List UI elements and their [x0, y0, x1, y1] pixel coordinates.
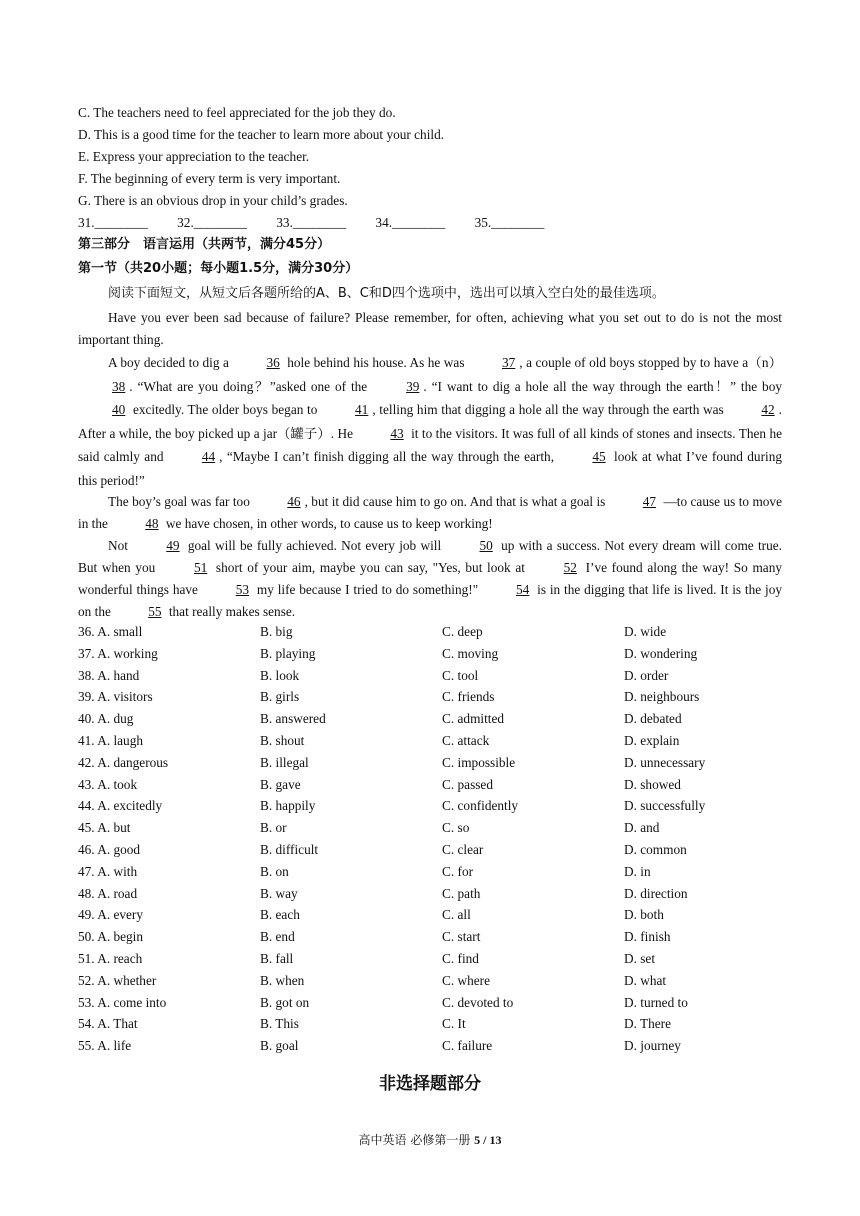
- option-row: [78, 645, 782, 667]
- option-choice: D. There: [624, 1016, 672, 1032]
- option-choice: 48. A. road: [78, 885, 138, 901]
- option-choice: B. end: [260, 929, 295, 945]
- option-row: [78, 623, 782, 645]
- option-row: [78, 1037, 782, 1059]
- option-row: [78, 1015, 782, 1037]
- option-choice: C. admitted: [442, 711, 505, 727]
- option-c: C. The teachers need to feel appreciated for the job they do.: [78, 105, 396, 120]
- option-choice: 46. A. good: [78, 842, 141, 857]
- option-choice: 44. A. excitedly: [78, 798, 163, 814]
- section1-heading: 第一节（共20小题；每小题1.5分，满分30分）: [78, 261, 359, 276]
- option-choice: D. wondering: [624, 645, 698, 661]
- option-choice: 52. A. whether: [78, 972, 157, 988]
- option-choice: D. wide: [624, 624, 667, 639]
- option-choice: C. start: [442, 929, 481, 945]
- option-choice: B. big: [260, 624, 293, 639]
- option-choice: C. attack: [442, 733, 490, 748]
- option-choice: D. order: [624, 667, 669, 683]
- page-footer: [0, 1131, 860, 1148]
- blank-43: 43: [390, 425, 404, 441]
- option-choice: 42. A. dangerous: [78, 754, 169, 770]
- option-e: E. Express your appreciation to the teacher.: [78, 149, 310, 164]
- page-number: 5 / 13: [474, 1133, 502, 1147]
- option-choice: D. journey: [624, 1038, 681, 1054]
- option-choice: B. way: [260, 885, 298, 901]
- option-row: [78, 972, 782, 994]
- option-choice: C. confidently: [442, 798, 519, 814]
- blank-48: 48: [145, 516, 159, 531]
- option-row: [78, 885, 782, 907]
- option-choice: 38. A. hand: [78, 667, 140, 683]
- option-row: [78, 797, 782, 819]
- option-f: F. The beginning of every term is very important.: [78, 171, 341, 186]
- option-choice: 36. A. small: [78, 624, 143, 639]
- answer-blanks-row: [78, 214, 570, 232]
- option-choice: 50. A. begin: [78, 929, 144, 945]
- blank-49: 49: [166, 538, 180, 553]
- answer-blank-33: 33.________: [276, 215, 347, 230]
- option-row: [78, 688, 782, 710]
- option-choice: D. common: [624, 842, 687, 857]
- option-choice: B. illegal: [260, 754, 309, 770]
- option-row: [78, 906, 782, 928]
- option-row: [78, 819, 782, 841]
- option-choice: C. failure: [442, 1038, 493, 1054]
- option-choice: C. passed: [442, 776, 493, 792]
- blank-54: 54: [516, 582, 530, 597]
- option-choice: D. and: [624, 820, 660, 836]
- answer-blank-31: 31.________: [78, 215, 148, 230]
- part3-heading: 第三部分 语言运用（共两节，满分45分）: [78, 237, 331, 252]
- blank-40: 40: [112, 402, 126, 417]
- option-row: [78, 950, 782, 972]
- option-choice: C. moving: [442, 645, 499, 661]
- option-choice: B. happily: [260, 798, 316, 814]
- option-choice: D. in: [624, 863, 651, 879]
- blank-55: 55: [148, 604, 162, 619]
- blank-46: 46: [287, 494, 301, 509]
- passage-paragraph-3: The boy’s goal was far too 46 , but it did cause him to go on. And that is what a goal is 47 —to cause us to move in the 48 we have chosen, in other words, to cause us to keep working!: [78, 491, 782, 535]
- instruction: 阅读下面短文，从短文后各题所给的A、B、C和D四个选项中，选出可以填入空白处的最佳选项。: [108, 286, 665, 301]
- blank-38: 38: [112, 378, 126, 394]
- blank-42: 42: [761, 402, 775, 417]
- option-choice: B. got on: [260, 994, 310, 1010]
- option-choice: B. look: [260, 667, 300, 683]
- option-choice: C. clear: [442, 842, 484, 857]
- option-choice: C. all: [442, 907, 471, 923]
- blank-45: 45: [592, 449, 606, 464]
- passage-paragraph-2: A boy decided to dig a 36 hole behind his house. As he was 37 , a couple of old boys stopped by to have a（n）38 . “What are you doing？”asked one of the 39 . “I want to dig a hole all the way through the earth！” the boy 40 excitedly. The older boys began to 41 , telling him that digging a hole all the way through the earth was 42 . After a while, the boy picked up a jar（罐子）. He 43 it to the visitors. It was full of all kinds of stones and insects. Then he said calmly and 44 , “Maybe I can’t finish digging all the way through the earth, 45 look at what I’ve found during this period!”: [78, 351, 782, 492]
- option-choice: D. successfully: [624, 798, 706, 814]
- option-choice: B. This: [260, 1016, 299, 1032]
- option-choice: D. debated: [624, 711, 682, 727]
- blank-50: 50: [479, 538, 493, 553]
- blank-47: 47: [642, 494, 657, 509]
- passage-paragraph-1: Have you ever been sad because of failure? Please remember, for often, achieving what you set out to do is not the most important thing.: [78, 310, 782, 347]
- option-choice: C. devoted to: [442, 994, 514, 1010]
- option-choice: 37. A. working: [78, 645, 158, 661]
- option-choice: 49. A. every: [78, 907, 143, 923]
- option-choice: C. impossible: [442, 754, 516, 770]
- option-choice: 39. A. visitors: [78, 689, 153, 705]
- blank-41: 41: [355, 402, 369, 417]
- option-choice: 55. A. life: [78, 1038, 132, 1054]
- option-choice: 45. A. but: [78, 820, 131, 836]
- option-choice: B. shout: [260, 733, 305, 748]
- option-choice: D. finish: [624, 929, 671, 945]
- option-choice: B. when: [260, 972, 305, 988]
- option-choice: D. turned to: [624, 994, 688, 1010]
- option-choice: D. neighbours: [624, 689, 700, 705]
- option-d: D. This is a good time for the teacher to learn more about your child.: [78, 127, 445, 142]
- option-choice: B. goal: [260, 1038, 299, 1054]
- option-choice: C. where: [442, 972, 490, 988]
- blank-53: 53: [235, 582, 250, 597]
- option-row: [78, 732, 782, 754]
- option-row: [78, 863, 782, 885]
- option-choice: C. so: [442, 820, 470, 836]
- option-choice: C. deep: [442, 624, 483, 639]
- option-choice: D. direction: [624, 885, 688, 901]
- blank-51: 51: [193, 560, 208, 575]
- blank-44: 44: [201, 449, 216, 464]
- option-choice: B. gave: [260, 776, 301, 792]
- option-choice: 53. A. come into: [78, 994, 167, 1010]
- answer-blank-34: 34.________: [375, 215, 446, 230]
- option-choice: 40. A. dug: [78, 711, 134, 727]
- blank-36: 36: [266, 355, 280, 370]
- option-choice: 47. A. with: [78, 863, 138, 879]
- option-row: [78, 928, 782, 950]
- option-choice: D. showed: [624, 776, 681, 792]
- option-row: [78, 667, 782, 689]
- blank-52: 52: [563, 560, 577, 575]
- option-row: [78, 710, 782, 732]
- passage-paragraph-4: Not 49 goal will be fully achieved. Not every job will 50 up with a success. Not every dream will come true. But when you 51 short of your aim, maybe you can say, "Yes, but look at 52 I’ve found along the way! So many wonderful things have 53 my life because I tried to do something!" 54 is in the digging that life is lived. It is the joy on the 55 that really makes sense.: [78, 535, 782, 623]
- option-choice: B. on: [260, 863, 289, 879]
- option-g: G. There is an obvious drop in your child’s grades.: [78, 193, 348, 208]
- option-choice: D. set: [624, 951, 656, 966]
- option-choice: B. each: [260, 907, 300, 923]
- option-choice: D. what: [624, 972, 667, 988]
- option-choice: B. girls: [260, 689, 300, 705]
- option-choice: B. playing: [260, 645, 316, 661]
- option-choice: C. friends: [442, 689, 495, 705]
- answer-blank-35: 35.________: [474, 215, 545, 230]
- option-choice: C. find: [442, 951, 479, 966]
- blank-39: 39: [406, 378, 420, 394]
- option-choice: D. explain: [624, 733, 680, 748]
- option-row: [78, 776, 782, 798]
- option-row: [78, 994, 782, 1016]
- option-choice: B. or: [260, 820, 287, 836]
- option-choice: 41. A. laugh: [78, 733, 144, 748]
- section-title: 非选择题部分: [379, 1074, 481, 1094]
- blank-37: 37: [502, 355, 516, 370]
- option-choice: B. fall: [260, 951, 294, 966]
- footer-label: 高中英语 必修第一册: [358, 1133, 475, 1147]
- option-choice: D. both: [624, 907, 664, 923]
- option-choice: C. path: [442, 885, 481, 901]
- option-choice: C. for: [442, 863, 474, 879]
- option-choice: 54. A. That: [78, 1016, 138, 1032]
- option-choice: C. It: [442, 1016, 466, 1032]
- option-choice: C. tool: [442, 667, 479, 683]
- option-row: [78, 754, 782, 776]
- option-choice: D. unnecessary: [624, 754, 706, 770]
- option-choice: 43. A. took: [78, 776, 138, 792]
- answer-blank-32: 32.________: [177, 215, 247, 230]
- option-choice: B. answered: [260, 711, 326, 727]
- option-choice: 51. A. reach: [78, 951, 143, 966]
- option-choice: B. difficult: [260, 842, 319, 857]
- option-row: [78, 841, 782, 863]
